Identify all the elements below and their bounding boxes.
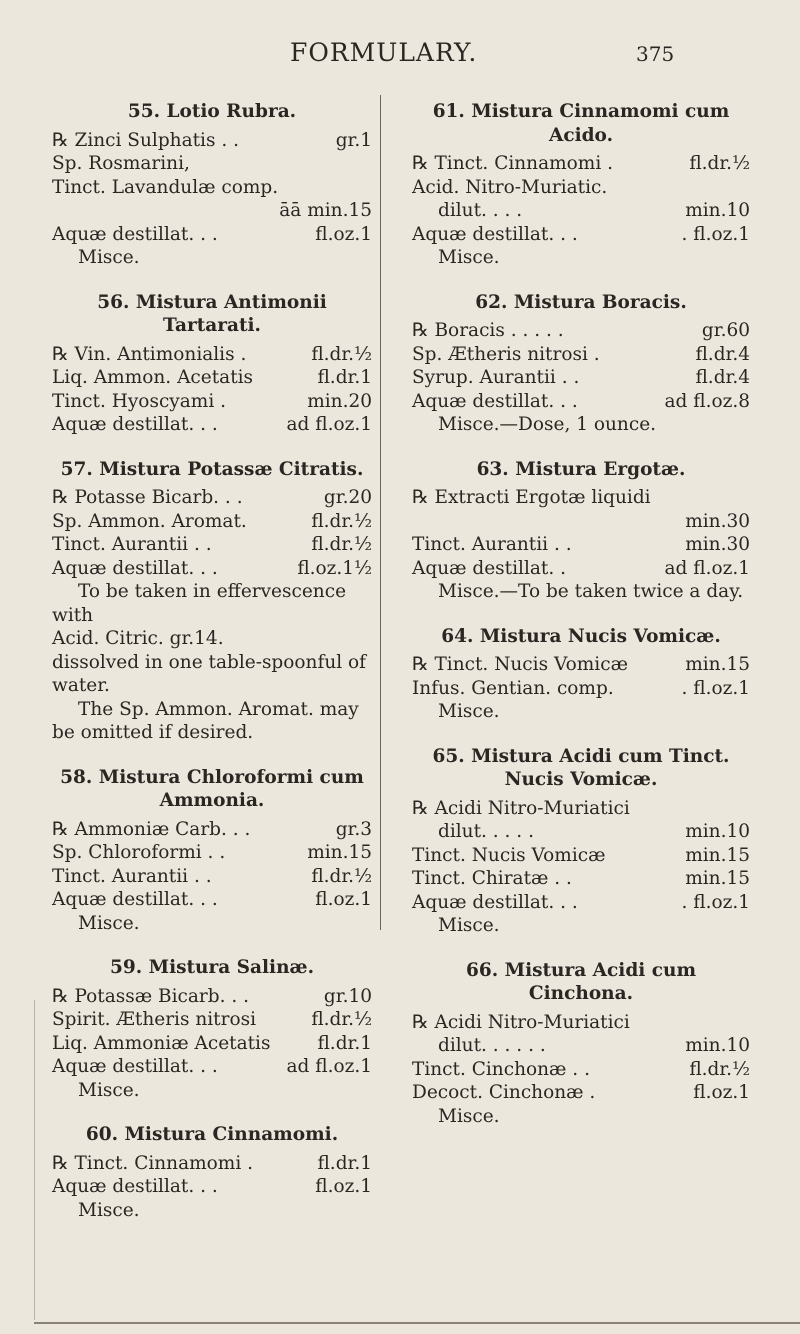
ingredient-line xyxy=(52,888,372,912)
ingredient-name: Tinct. Chiratæ . . xyxy=(412,868,572,889)
ingredient-quantity: fl.dr.½ xyxy=(311,510,372,532)
ingredient-line xyxy=(412,319,750,343)
ingredient-name: ℞ Vin. Antimonialis . xyxy=(52,343,247,365)
ingredient-quantity: fl.dr.½ xyxy=(311,534,372,555)
ingredient-line xyxy=(52,413,372,437)
ingredient-line xyxy=(52,343,372,367)
ingredient-name: Tinct. Aurantii . . xyxy=(52,534,212,555)
ingredient-quantity: āā min.15 xyxy=(279,200,372,221)
recipe-footer: Misce.—Dose, 1 ounce. xyxy=(438,414,657,435)
recipe xyxy=(52,458,372,745)
column-divider xyxy=(380,95,381,930)
recipe xyxy=(412,745,750,938)
ingredient-line xyxy=(412,343,750,367)
recipe-footer: Misce. xyxy=(78,912,140,934)
ingredient-line xyxy=(52,152,372,176)
ingredient-name: Aquæ destillat. . xyxy=(412,557,566,579)
ingredient-line xyxy=(52,1175,372,1199)
ingredient-line xyxy=(52,176,372,200)
recipe-note: To be taken in effervescence with xyxy=(52,581,347,626)
recipe-title: 57. Mistura Potassæ Citratis. xyxy=(60,458,364,480)
ingredient-name: ℞ Boracis . . . . . xyxy=(412,320,564,341)
ingredient-quantity: fl.dr.1 xyxy=(317,1032,372,1054)
ingredient-name: Tinct. Cinchonæ . . xyxy=(412,1058,590,1080)
ingredient-name: Infus. Gentian. comp. xyxy=(412,677,614,699)
left-column xyxy=(52,100,372,1243)
ingredient-quantity: gr.3 xyxy=(335,818,372,840)
ingredient-quantity: gr.20 xyxy=(323,487,372,508)
recipe xyxy=(52,956,372,1102)
ingredient-line xyxy=(52,486,372,510)
ingredient-quantity: fl.dr.½ xyxy=(311,343,372,365)
ingredient-name: Sp. Rosmarini, xyxy=(52,153,190,174)
ingredient-name: Aquæ destillat. . . xyxy=(412,390,578,412)
ingredient-line xyxy=(52,129,372,153)
ingredient-name: ℞ Zinci Sulphatis . . xyxy=(52,129,239,151)
ingredient-line xyxy=(412,844,750,868)
ingredient-line xyxy=(412,653,750,677)
ingredient-quantity: fl.dr.½ xyxy=(689,1058,750,1080)
ingredient-quantity: . fl.oz.1 xyxy=(681,223,750,245)
ingredient-name: Tinct. Aurantii . . xyxy=(412,534,572,555)
ingredient-line xyxy=(52,865,372,889)
ingredient-name: Aquæ destillat. . . xyxy=(52,1056,218,1077)
ingredient-quantity: gr.60 xyxy=(701,320,750,341)
recipe-title: 64. Mistura Nucis Vomicæ. xyxy=(441,625,721,647)
ingredient-quantity: min.20 xyxy=(307,390,372,412)
ingredient-quantity: gr.10 xyxy=(323,985,372,1007)
ingredient-name: ℞ Extracti Ergotæ liquidi xyxy=(412,487,651,508)
recipe-title: 66. Mistura Acidi cum Cinchona. xyxy=(465,959,697,1004)
recipe-note: dissolved in one table-spoonful of water. xyxy=(52,651,367,696)
recipe-footer: Misce. xyxy=(78,1079,140,1101)
recipe-title: 65. Mistura Acidi cum Tinct. Nucis Vomicæ. xyxy=(432,745,730,790)
ingredient-name: Aquæ destillat. . . xyxy=(52,1176,218,1197)
ingredient-name: ℞ Tinct. Cinnamomi . xyxy=(412,153,614,174)
ingredient-line xyxy=(412,199,750,223)
recipe-title: 62. Mistura Boracis. xyxy=(475,291,687,313)
ingredient-name: Decoct. Cinchonæ . xyxy=(412,1082,596,1103)
recipe-footer: Misce. xyxy=(438,247,500,268)
ingredient-name: Liq. Ammoniæ Acetatis xyxy=(52,1032,271,1054)
ingredient-name: Spirit. Ætheris nitrosi xyxy=(52,1009,256,1030)
ingredient-line xyxy=(52,985,372,1009)
ingredient-line xyxy=(412,797,750,821)
ingredient-name: Aquæ destillat. . . xyxy=(52,557,218,579)
ingredient-name: Syrup. Aurantii . . xyxy=(412,367,580,388)
recipe-title: 63. Mistura Ergotæ. xyxy=(476,458,686,480)
ingredient-name: Sp. Chloroformi . . xyxy=(52,842,226,863)
ingredient-line xyxy=(52,533,372,557)
ingredient-quantity: min.15 xyxy=(307,842,372,863)
ingredient-quantity: fl.oz.1 xyxy=(315,889,372,910)
ingredient-quantity: fl.dr.½ xyxy=(311,865,372,887)
ingredient-name: ℞ Tinct. Nucis Vomicæ xyxy=(412,654,628,675)
ingredient-quantity: ad fl.oz.1 xyxy=(286,1056,372,1077)
ingredient-line xyxy=(412,510,750,534)
ingredient-line xyxy=(412,891,750,915)
ingredient-line xyxy=(52,1152,372,1176)
recipe xyxy=(412,625,750,724)
page-edge-line xyxy=(34,1000,35,1320)
recipe-title: 56. Mistura Antimonii Tartarati. xyxy=(97,291,327,336)
ingredient-line xyxy=(412,176,750,200)
ingredient-line xyxy=(52,1032,372,1056)
ingredient-name: ℞ Tinct. Cinnamomi . xyxy=(52,1152,254,1174)
page-header xyxy=(0,38,800,78)
ingredient-name: dilut. . . . . xyxy=(438,821,534,842)
ingredient-name: Aquæ destillat. . . xyxy=(412,891,578,913)
ingredient-name: Aquæ destillat. . . xyxy=(52,889,218,910)
ingredient-name: ℞ Ammoniæ Carb. . . xyxy=(52,818,251,840)
recipe-footer: Misce. xyxy=(438,1105,500,1127)
ingredient-name: dilut. . . . . . xyxy=(438,1035,546,1056)
ingredient-line xyxy=(412,223,750,247)
ingredient-line xyxy=(52,1008,372,1032)
ingredient-quantity: fl.dr.½ xyxy=(689,153,750,174)
recipe-note: Misce.—To be taken twice a day. xyxy=(438,581,744,602)
recipe-title: 55. Lotio Rubra. xyxy=(127,101,297,122)
recipe xyxy=(52,766,372,936)
ingredient-line xyxy=(412,1011,750,1035)
ingredient-line xyxy=(52,199,372,223)
recipe-title: 58. Mistura Chloroformi cum Ammonia. xyxy=(60,766,364,811)
ingredient-line xyxy=(52,818,372,842)
ingredient-name: Aquæ destillat. . . xyxy=(52,414,218,435)
recipe-footer: Misce. xyxy=(438,915,500,936)
ingredient-name: Aquæ destillat. . . xyxy=(412,223,578,245)
ingredient-line xyxy=(412,390,750,414)
ingredient-line xyxy=(52,1055,372,1079)
recipe-title: 59. Mistura Salinæ. xyxy=(109,957,315,978)
ingredient-quantity: min.10 xyxy=(685,1035,750,1056)
right-column xyxy=(412,100,750,1149)
ingredient-line xyxy=(412,820,750,844)
ingredient-quantity: min.15 xyxy=(685,654,750,675)
ingredient-quantity: . fl.oz.1 xyxy=(681,677,750,699)
page-number: 375 xyxy=(636,42,675,66)
recipe-note: Acid. Citric. gr.14. xyxy=(52,628,224,649)
ingredient-line xyxy=(52,510,372,534)
ingredient-name: Sp. Ætheris nitrosi . xyxy=(412,343,600,365)
ingredient-quantity: ad fl.oz.8 xyxy=(664,390,750,412)
ingredient-name: Tinct. Lavandulæ comp. xyxy=(52,176,279,198)
ingredient-name: ℞ Acidi Nitro-Muriatici xyxy=(412,797,630,819)
recipe-title: 60. Mistura Cinnamomi. xyxy=(85,1124,339,1145)
ingredient-quantity: min.30 xyxy=(685,534,750,555)
ingredient-name: dilut. . . . xyxy=(438,200,523,221)
ingredient-quantity: fl.oz.1 xyxy=(693,1082,750,1103)
ingredient-quantity: min.30 xyxy=(685,510,750,532)
ingredient-line xyxy=(412,557,750,581)
ingredient-line xyxy=(412,1034,750,1058)
ingredient-line xyxy=(412,1058,750,1082)
ingredient-line xyxy=(52,557,372,581)
ingredient-name: Sp. Ammon. Aromat. xyxy=(52,510,247,532)
ingredient-name: Aquæ destillat. . . xyxy=(52,223,218,245)
ingredient-line xyxy=(52,366,372,390)
ingredient-line xyxy=(52,390,372,414)
ingredient-line xyxy=(412,1081,750,1105)
ingredient-quantity: gr.1 xyxy=(335,129,372,151)
ingredient-name: Tinct. Nucis Vomicæ xyxy=(412,844,606,866)
ingredient-quantity: fl.dr.1 xyxy=(317,367,372,388)
ingredient-quantity: fl.dr.1 xyxy=(317,1152,372,1174)
ingredient-line xyxy=(412,533,750,557)
recipe-title: 61. Mistura Cinnamomi cum Acido. xyxy=(432,101,730,146)
ingredient-line xyxy=(412,366,750,390)
recipe xyxy=(52,291,372,437)
running-head: FORMULARY. xyxy=(290,38,478,67)
recipe-footer: Misce. xyxy=(438,701,500,722)
ingredient-quantity: min.15 xyxy=(685,844,750,866)
ingredient-line xyxy=(412,677,750,701)
ingredient-quantity: fl.dr.½ xyxy=(311,1009,372,1030)
ingredient-name: Acid. Nitro-Muriatic. xyxy=(412,176,608,198)
ingredient-name: Tinct. Aurantii . . xyxy=(52,865,212,887)
ingredient-name: ℞ Potassæ Bicarb. . . xyxy=(52,985,250,1007)
ingredient-quantity: ad fl.oz.1 xyxy=(286,414,372,435)
ingredient-quantity: fl.oz.1 xyxy=(315,1176,372,1197)
ingredient-line xyxy=(412,152,750,176)
ingredient-name: Tinct. Hyoscyami . xyxy=(52,390,227,412)
ingredient-quantity: . fl.oz.1 xyxy=(681,891,750,913)
page-bottom-edge xyxy=(34,1322,800,1324)
ingredient-name: ℞ Potasse Bicarb. . . xyxy=(52,487,243,508)
ingredient-quantity: fl.oz.1 xyxy=(315,223,372,245)
recipe-footer: Misce. xyxy=(78,1199,140,1221)
recipe xyxy=(412,291,750,437)
ingredient-line xyxy=(412,486,750,510)
recipe xyxy=(412,959,750,1129)
recipe-footer: Misce. xyxy=(78,247,140,268)
recipe xyxy=(412,100,750,270)
ingredient-quantity: min.10 xyxy=(685,821,750,842)
recipe xyxy=(412,458,750,604)
ingredient-line xyxy=(52,841,372,865)
ingredient-quantity: min.15 xyxy=(685,868,750,889)
ingredient-name: Liq. Ammon. Acetatis xyxy=(52,367,254,388)
ingredient-line xyxy=(412,867,750,891)
ingredient-quantity: fl.dr.4 xyxy=(695,367,750,388)
ingredient-quantity: fl.oz.1½ xyxy=(297,557,372,579)
ingredient-name: ℞ Acidi Nitro-Muriatici xyxy=(412,1011,630,1033)
ingredient-line xyxy=(52,223,372,247)
ingredient-quantity: fl.dr.4 xyxy=(695,343,750,365)
ingredient-quantity: min.10 xyxy=(685,200,750,221)
ingredient-quantity: ad fl.oz.1 xyxy=(664,557,750,579)
recipe xyxy=(52,100,372,270)
recipe-note: The Sp. Ammon. Aromat. may be omitted if desired. xyxy=(52,698,359,743)
recipe xyxy=(52,1123,372,1222)
